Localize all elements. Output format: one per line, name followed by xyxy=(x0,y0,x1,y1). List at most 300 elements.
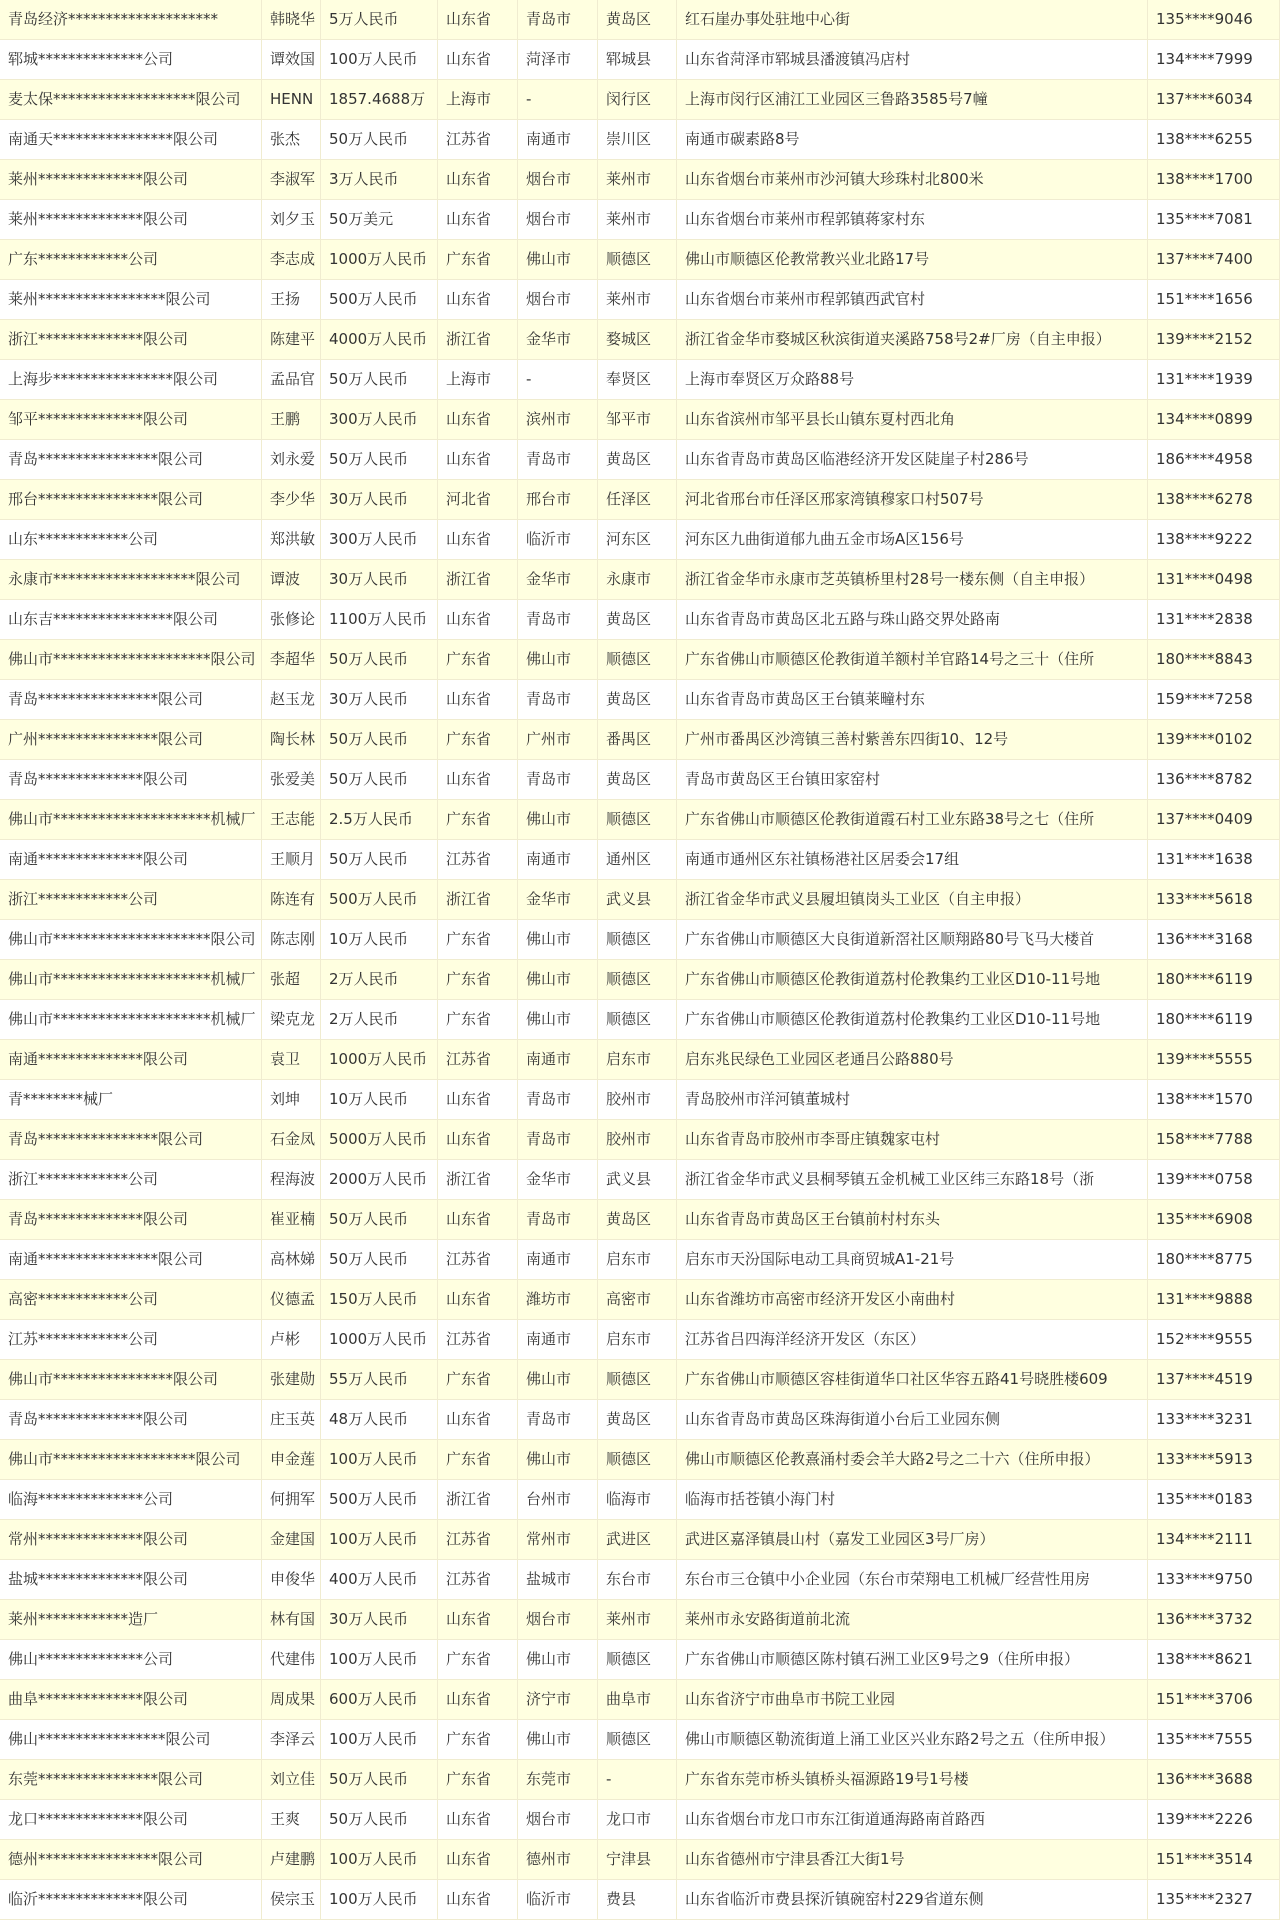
table-row xyxy=(0,1200,1280,1240)
company-name-cell: 青岛****************限公司 xyxy=(0,440,262,480)
phone-cell: 136****3688 xyxy=(1148,1760,1280,1800)
district-cell: 奉贤区 xyxy=(598,360,677,400)
phone-cell: 136****8782 xyxy=(1148,760,1280,800)
table-row xyxy=(0,1080,1280,1120)
address-cell: 启东兆民绿色工业园区老通吕公路880号 xyxy=(677,1040,1148,1080)
province-cell: 山东省 xyxy=(438,1840,518,1880)
city-cell: 邢台市 xyxy=(518,480,598,520)
legal-person-cell: 程海波 xyxy=(262,1160,321,1200)
legal-person-cell: 刘永爱 xyxy=(262,440,321,480)
province-cell: 广东省 xyxy=(438,240,518,280)
city-cell: 青岛市 xyxy=(518,1080,598,1120)
address-cell: 江苏省吕四海洋经济开发区（东区） xyxy=(677,1320,1148,1360)
district-cell: 启东市 xyxy=(598,1240,677,1280)
registered-capital-cell: 2.5万人民币 xyxy=(321,800,438,840)
phone-cell: 158****7788 xyxy=(1148,1120,1280,1160)
province-cell: 山东省 xyxy=(438,0,518,40)
table-row xyxy=(0,1320,1280,1360)
legal-person-cell: 崔亚楠 xyxy=(262,1200,321,1240)
address-cell: 广东省佛山市顺德区陈村镇石洲工业区9号之9（住所申报） xyxy=(677,1640,1148,1680)
address-cell: 广东省佛山市顺德区伦教街道霞石村工业东路38号之七（住所 xyxy=(677,800,1148,840)
table-row xyxy=(0,600,1280,640)
city-cell: 金华市 xyxy=(518,560,598,600)
address-cell: 佛山市顺德区伦教熹涌村委会羊大路2号之二十六（住所申报） xyxy=(677,1440,1148,1480)
table-row xyxy=(0,1640,1280,1680)
company-name-cell: 麦太保*******************限公司 xyxy=(0,80,262,120)
company-name-cell: 佛山市*********************限公司 xyxy=(0,920,262,960)
company-name-cell: 佛山市*********************机械厂 xyxy=(0,800,262,840)
address-cell: 广东省佛山市顺德区容桂街道华口社区华容五路41号晓胜楼609 xyxy=(677,1360,1148,1400)
company-name-cell: 南通**************限公司 xyxy=(0,840,262,880)
registered-capital-cell: 5000万人民币 xyxy=(321,1120,438,1160)
district-cell: 黄岛区 xyxy=(598,1200,677,1240)
phone-cell: 131****2838 xyxy=(1148,600,1280,640)
registered-capital-cell: 500万人民币 xyxy=(321,280,438,320)
table-row xyxy=(0,560,1280,600)
legal-person-cell: 孟品官 xyxy=(262,360,321,400)
province-cell: 上海市 xyxy=(438,360,518,400)
city-cell: 临沂市 xyxy=(518,520,598,560)
province-cell: 山东省 xyxy=(438,160,518,200)
province-cell: 山东省 xyxy=(438,1880,518,1920)
phone-cell: 133****3231 xyxy=(1148,1400,1280,1440)
district-cell: 宁津县 xyxy=(598,1840,677,1880)
address-cell: 浙江省金华市武义县履坦镇岗头工业区（自主申报） xyxy=(677,880,1148,920)
address-cell: 南通市通州区东社镇杨港社区居委会17组 xyxy=(677,840,1148,880)
legal-person-cell: 张爱美 xyxy=(262,760,321,800)
registered-capital-cell: 300万人民币 xyxy=(321,520,438,560)
phone-cell: 180****6119 xyxy=(1148,960,1280,1000)
district-cell: 高密市 xyxy=(598,1280,677,1320)
phone-cell: 151****1656 xyxy=(1148,280,1280,320)
city-cell: 佛山市 xyxy=(518,640,598,680)
district-cell: 顺德区 xyxy=(598,800,677,840)
legal-person-cell: 张建勋 xyxy=(262,1360,321,1400)
province-cell: 山东省 xyxy=(438,40,518,80)
city-cell: 佛山市 xyxy=(518,800,598,840)
registered-capital-cell: 3万人民币 xyxy=(321,160,438,200)
district-cell: 龙口市 xyxy=(598,1800,677,1840)
company-name-cell: 青岛经济******************** xyxy=(0,0,262,40)
address-cell: 上海市奉贤区万众路88号 xyxy=(677,360,1148,400)
address-cell: 广东省佛山市顺德区大良街道新滘社区顺翔路80号飞马大楼首 xyxy=(677,920,1148,960)
province-cell: 广东省 xyxy=(438,1760,518,1800)
district-cell: 通州区 xyxy=(598,840,677,880)
city-cell: 青岛市 xyxy=(518,1400,598,1440)
city-cell: 金华市 xyxy=(518,320,598,360)
phone-cell: 151****3514 xyxy=(1148,1840,1280,1880)
city-cell: 烟台市 xyxy=(518,1800,598,1840)
phone-cell: 139****5555 xyxy=(1148,1040,1280,1080)
company-name-cell: 莱州**************限公司 xyxy=(0,160,262,200)
phone-cell: 136****3168 xyxy=(1148,920,1280,960)
registered-capital-cell: 500万人民币 xyxy=(321,1480,438,1520)
registered-capital-cell: 30万人民币 xyxy=(321,480,438,520)
district-cell: 婺城区 xyxy=(598,320,677,360)
company-name-cell: 南通天****************限公司 xyxy=(0,120,262,160)
table-row xyxy=(0,1240,1280,1280)
city-cell: - xyxy=(518,80,598,120)
city-cell: 佛山市 xyxy=(518,1440,598,1480)
legal-person-cell: 李泽云 xyxy=(262,1720,321,1760)
registered-capital-cell: 600万人民币 xyxy=(321,1680,438,1720)
company-name-cell: 高密************公司 xyxy=(0,1280,262,1320)
province-cell: 山东省 xyxy=(438,440,518,480)
province-cell: 广东省 xyxy=(438,1000,518,1040)
legal-person-cell: 郑洪敏 xyxy=(262,520,321,560)
registered-capital-cell: 50万人民币 xyxy=(321,120,438,160)
city-cell: - xyxy=(518,360,598,400)
legal-person-cell: 高林娣 xyxy=(262,1240,321,1280)
city-cell: 青岛市 xyxy=(518,600,598,640)
district-cell: 胶州市 xyxy=(598,1080,677,1120)
registered-capital-cell: 50万人民币 xyxy=(321,1800,438,1840)
city-cell: 东莞市 xyxy=(518,1760,598,1800)
district-cell: 黄岛区 xyxy=(598,0,677,40)
registered-capital-cell: 2万人民币 xyxy=(321,1000,438,1040)
city-cell: 常州市 xyxy=(518,1520,598,1560)
registered-capital-cell: 1100万人民币 xyxy=(321,600,438,640)
table-row xyxy=(0,1600,1280,1640)
province-cell: 江苏省 xyxy=(438,1040,518,1080)
province-cell: 江苏省 xyxy=(438,840,518,880)
city-cell: 烟台市 xyxy=(518,160,598,200)
company-name-cell: 盐城**************限公司 xyxy=(0,1560,262,1600)
city-cell: 青岛市 xyxy=(518,1120,598,1160)
province-cell: 山东省 xyxy=(438,200,518,240)
district-cell: 武义县 xyxy=(598,880,677,920)
district-cell: 武进区 xyxy=(598,1520,677,1560)
company-name-cell: 佛山*****************限公司 xyxy=(0,1720,262,1760)
phone-cell: 137****0409 xyxy=(1148,800,1280,840)
table-row xyxy=(0,1360,1280,1400)
address-cell: 临海市括苍镇小海门村 xyxy=(677,1480,1148,1520)
province-cell: 山东省 xyxy=(438,400,518,440)
city-cell: 广州市 xyxy=(518,720,598,760)
district-cell: 东台市 xyxy=(598,1560,677,1600)
province-cell: 浙江省 xyxy=(438,320,518,360)
legal-person-cell: 王顺月 xyxy=(262,840,321,880)
registered-capital-cell: 100万人民币 xyxy=(321,1880,438,1920)
company-name-cell: 临海**************公司 xyxy=(0,1480,262,1520)
district-cell: 胶州市 xyxy=(598,1120,677,1160)
phone-cell: 135****7081 xyxy=(1148,200,1280,240)
phone-cell: 138****9222 xyxy=(1148,520,1280,560)
district-cell: 莱州市 xyxy=(598,1600,677,1640)
legal-person-cell: 袁卫 xyxy=(262,1040,321,1080)
address-cell: 山东省菏泽市郓城县潘渡镇冯店村 xyxy=(677,40,1148,80)
province-cell: 广东省 xyxy=(438,1360,518,1400)
company-name-cell: 郓城**************公司 xyxy=(0,40,262,80)
company-name-cell: 浙江************公司 xyxy=(0,1160,262,1200)
district-cell: 顺德区 xyxy=(598,1000,677,1040)
city-cell: 烟台市 xyxy=(518,200,598,240)
address-cell: 山东省青岛市黄岛区北五路与珠山路交界处路南 xyxy=(677,600,1148,640)
table-row xyxy=(0,1440,1280,1480)
address-cell: 青岛市黄岛区王台镇田家窑村 xyxy=(677,760,1148,800)
phone-cell: 133****5913 xyxy=(1148,1440,1280,1480)
phone-cell: 138****1700 xyxy=(1148,160,1280,200)
phone-cell: 135****9046 xyxy=(1148,0,1280,40)
phone-cell: 186****4958 xyxy=(1148,440,1280,480)
table-row xyxy=(0,920,1280,960)
address-cell: 佛山市顺德区勒流街道上涌工业区兴业东路2号之五（住所申报） xyxy=(677,1720,1148,1760)
city-cell: 佛山市 xyxy=(518,1000,598,1040)
legal-person-cell: 庄玉英 xyxy=(262,1400,321,1440)
legal-person-cell: 林有国 xyxy=(262,1600,321,1640)
phone-cell: 131****1939 xyxy=(1148,360,1280,400)
company-name-cell: 莱州************造厂 xyxy=(0,1600,262,1640)
district-cell: 费县 xyxy=(598,1880,677,1920)
registered-capital-cell: 50万人民币 xyxy=(321,840,438,880)
table-row xyxy=(0,520,1280,560)
province-cell: 山东省 xyxy=(438,760,518,800)
table-row xyxy=(0,880,1280,920)
province-cell: 广东省 xyxy=(438,640,518,680)
company-name-cell: 青岛**************限公司 xyxy=(0,1400,262,1440)
company-name-cell: 广州****************限公司 xyxy=(0,720,262,760)
district-cell: 启东市 xyxy=(598,1320,677,1360)
city-cell: 菏泽市 xyxy=(518,40,598,80)
legal-person-cell: 刘夕玉 xyxy=(262,200,321,240)
address-cell: 广东省佛山市顺德区伦教街道荔村伦教集约工业区D10-11号地 xyxy=(677,1000,1148,1040)
phone-cell: 138****1570 xyxy=(1148,1080,1280,1120)
address-cell: 山东省烟台市莱州市沙河镇大珍珠村北800米 xyxy=(677,160,1148,200)
city-cell: 潍坊市 xyxy=(518,1280,598,1320)
legal-person-cell: 何拥军 xyxy=(262,1480,321,1520)
registered-capital-cell: 10万人民币 xyxy=(321,920,438,960)
phone-cell: 131****0498 xyxy=(1148,560,1280,600)
phone-cell: 135****0183 xyxy=(1148,1480,1280,1520)
city-cell: 佛山市 xyxy=(518,960,598,1000)
phone-cell: 133****5618 xyxy=(1148,880,1280,920)
address-cell: 武进区嘉泽镇晨山村（嘉发工业园区3号厂房） xyxy=(677,1520,1148,1560)
registered-capital-cell: 50万人民币 xyxy=(321,720,438,760)
city-cell: 佛山市 xyxy=(518,1640,598,1680)
address-cell: 青岛胶州市洋河镇董城村 xyxy=(677,1080,1148,1120)
address-cell: 山东省青岛市黄岛区王台镇前村村东头 xyxy=(677,1200,1148,1240)
registered-capital-cell: 100万人民币 xyxy=(321,1720,438,1760)
district-cell: - xyxy=(598,1760,677,1800)
table-row xyxy=(0,680,1280,720)
legal-person-cell: 谭效国 xyxy=(262,40,321,80)
table-row xyxy=(0,1160,1280,1200)
city-cell: 佛山市 xyxy=(518,920,598,960)
legal-person-cell: 申金莲 xyxy=(262,1440,321,1480)
legal-person-cell: 李志成 xyxy=(262,240,321,280)
province-cell: 山东省 xyxy=(438,1800,518,1840)
province-cell: 山东省 xyxy=(438,1200,518,1240)
table-row xyxy=(0,160,1280,200)
legal-person-cell: 王爽 xyxy=(262,1800,321,1840)
company-name-cell: 浙江************公司 xyxy=(0,880,262,920)
legal-person-cell: 代建伟 xyxy=(262,1640,321,1680)
city-cell: 德州市 xyxy=(518,1840,598,1880)
legal-person-cell: 谭波 xyxy=(262,560,321,600)
city-cell: 佛山市 xyxy=(518,240,598,280)
phone-cell: 139****0758 xyxy=(1148,1160,1280,1200)
district-cell: 临海市 xyxy=(598,1480,677,1520)
company-name-cell: 佛山市*********************机械厂 xyxy=(0,1000,262,1040)
district-cell: 曲阜市 xyxy=(598,1680,677,1720)
address-cell: 山东省临沂市费县探沂镇碗窑村229省道东侧 xyxy=(677,1880,1148,1920)
district-cell: 莱州市 xyxy=(598,200,677,240)
city-cell: 青岛市 xyxy=(518,1200,598,1240)
phone-cell: 131****9888 xyxy=(1148,1280,1280,1320)
phone-cell: 180****8843 xyxy=(1148,640,1280,680)
table-row xyxy=(0,1400,1280,1440)
table-row xyxy=(0,240,1280,280)
registered-capital-cell: 100万人民币 xyxy=(321,1840,438,1880)
district-cell: 番禺区 xyxy=(598,720,677,760)
city-cell: 南通市 xyxy=(518,1240,598,1280)
registered-capital-cell: 30万人民币 xyxy=(321,680,438,720)
table-row xyxy=(0,360,1280,400)
city-cell: 烟台市 xyxy=(518,1600,598,1640)
province-cell: 山东省 xyxy=(438,1680,518,1720)
phone-cell: 159****7258 xyxy=(1148,680,1280,720)
company-name-cell: 常州**************限公司 xyxy=(0,1520,262,1560)
legal-person-cell: 李少华 xyxy=(262,480,321,520)
legal-person-cell: 周成果 xyxy=(262,1680,321,1720)
company-name-cell: 浙江**************限公司 xyxy=(0,320,262,360)
city-cell: 南通市 xyxy=(518,120,598,160)
table-row xyxy=(0,400,1280,440)
registered-capital-cell: 50万人民币 xyxy=(321,760,438,800)
legal-person-cell: 张修论 xyxy=(262,600,321,640)
province-cell: 广东省 xyxy=(438,1440,518,1480)
address-cell: 广东省东莞市桥头镇桥头福源路19号1号楼 xyxy=(677,1760,1148,1800)
district-cell: 顺德区 xyxy=(598,960,677,1000)
city-cell: 青岛市 xyxy=(518,680,598,720)
city-cell: 济宁市 xyxy=(518,1680,598,1720)
table-row xyxy=(0,640,1280,680)
company-name-cell: 德州****************限公司 xyxy=(0,1840,262,1880)
district-cell: 崇川区 xyxy=(598,120,677,160)
table-row xyxy=(0,800,1280,840)
legal-person-cell: 石金凤 xyxy=(262,1120,321,1160)
table-row xyxy=(0,1840,1280,1880)
city-cell: 佛山市 xyxy=(518,1720,598,1760)
registered-capital-cell: 50万人民币 xyxy=(321,1200,438,1240)
phone-cell: 131****1638 xyxy=(1148,840,1280,880)
phone-cell: 180****8775 xyxy=(1148,1240,1280,1280)
legal-person-cell: 刘立佳 xyxy=(262,1760,321,1800)
registered-capital-cell: 5万人民币 xyxy=(321,0,438,40)
registered-capital-cell: 100万人民币 xyxy=(321,40,438,80)
company-name-cell: 佛山**************公司 xyxy=(0,1640,262,1680)
district-cell: 顺德区 xyxy=(598,1360,677,1400)
province-cell: 浙江省 xyxy=(438,560,518,600)
table-row xyxy=(0,0,1280,40)
address-cell: 南通市碳素路8号 xyxy=(677,120,1148,160)
province-cell: 广东省 xyxy=(438,1640,518,1680)
province-cell: 广东省 xyxy=(438,800,518,840)
district-cell: 邹平市 xyxy=(598,400,677,440)
province-cell: 山东省 xyxy=(438,1600,518,1640)
legal-person-cell: 仪德孟 xyxy=(262,1280,321,1320)
phone-cell: 137****4519 xyxy=(1148,1360,1280,1400)
company-name-cell: 南通**************限公司 xyxy=(0,1040,262,1080)
legal-person-cell: 王扬 xyxy=(262,280,321,320)
registered-capital-cell: 100万人民币 xyxy=(321,1640,438,1680)
province-cell: 广东省 xyxy=(438,920,518,960)
legal-person-cell: 陈建平 xyxy=(262,320,321,360)
city-cell: 南通市 xyxy=(518,1320,598,1360)
table-row xyxy=(0,440,1280,480)
registered-capital-cell: 50万美元 xyxy=(321,200,438,240)
province-cell: 广东省 xyxy=(438,1720,518,1760)
company-name-cell: 青岛**************限公司 xyxy=(0,760,262,800)
registered-capital-cell: 2万人民币 xyxy=(321,960,438,1000)
registered-capital-cell: 30万人民币 xyxy=(321,1600,438,1640)
legal-person-cell: 侯宗玉 xyxy=(262,1880,321,1920)
company-name-cell: 广东************公司 xyxy=(0,240,262,280)
address-cell: 山东省青岛市黄岛区珠海街道小台后工业园东侧 xyxy=(677,1400,1148,1440)
table-row xyxy=(0,720,1280,760)
legal-person-cell: 李超华 xyxy=(262,640,321,680)
table-row xyxy=(0,760,1280,800)
address-cell: 山东省济宁市曲阜市书院工业园 xyxy=(677,1680,1148,1720)
address-cell: 浙江省金华市婺城区秋滨街道夹溪路758号2#厂房（自主申报） xyxy=(677,320,1148,360)
company-name-cell: 南通****************限公司 xyxy=(0,1240,262,1280)
phone-cell: 134****2111 xyxy=(1148,1520,1280,1560)
registered-capital-cell: 100万人民币 xyxy=(321,1520,438,1560)
district-cell: 顺德区 xyxy=(598,640,677,680)
address-cell: 河东区九曲街道郁九曲五金市场A区156号 xyxy=(677,520,1148,560)
address-cell: 莱州市永安路街道前北流 xyxy=(677,1600,1148,1640)
legal-person-cell: 张杰 xyxy=(262,120,321,160)
table-row xyxy=(0,840,1280,880)
registered-capital-cell: 150万人民币 xyxy=(321,1280,438,1320)
address-cell: 山东省潍坊市高密市经济开发区小南曲村 xyxy=(677,1280,1148,1320)
table-row xyxy=(0,480,1280,520)
district-cell: 莱州市 xyxy=(598,160,677,200)
table-row xyxy=(0,960,1280,1000)
address-cell: 启东市天汾国际电动工具商贸城A1-21号 xyxy=(677,1240,1148,1280)
address-cell: 山东省青岛市黄岛区临港经济开发区陡崖子村286号 xyxy=(677,440,1148,480)
company-name-cell: 江苏************公司 xyxy=(0,1320,262,1360)
legal-person-cell: 赵玉龙 xyxy=(262,680,321,720)
province-cell: 浙江省 xyxy=(438,1480,518,1520)
company-name-cell: 青岛****************限公司 xyxy=(0,680,262,720)
registered-capital-cell: 1000万人民币 xyxy=(321,1040,438,1080)
registered-capital-cell: 30万人民币 xyxy=(321,560,438,600)
phone-cell: 137****7400 xyxy=(1148,240,1280,280)
registered-capital-cell: 48万人民币 xyxy=(321,1400,438,1440)
phone-cell: 180****6119 xyxy=(1148,1000,1280,1040)
city-cell: 金华市 xyxy=(518,880,598,920)
phone-cell: 136****3732 xyxy=(1148,1600,1280,1640)
address-cell: 山东省青岛市胶州市李哥庄镇魏家屯村 xyxy=(677,1120,1148,1160)
company-name-cell: 青********械厂 xyxy=(0,1080,262,1120)
legal-person-cell: 金建国 xyxy=(262,1520,321,1560)
company-name-cell: 龙口**************限公司 xyxy=(0,1800,262,1840)
district-cell: 莱州市 xyxy=(598,280,677,320)
table-row xyxy=(0,1760,1280,1800)
province-cell: 山东省 xyxy=(438,1120,518,1160)
city-cell: 南通市 xyxy=(518,840,598,880)
phone-cell: 139****2226 xyxy=(1148,1800,1280,1840)
city-cell: 佛山市 xyxy=(518,1360,598,1400)
registered-capital-cell: 1000万人民币 xyxy=(321,240,438,280)
province-cell: 江苏省 xyxy=(438,1320,518,1360)
legal-person-cell: 梁克龙 xyxy=(262,1000,321,1040)
registered-capital-cell: 10万人民币 xyxy=(321,1080,438,1120)
phone-cell: 138****6278 xyxy=(1148,480,1280,520)
province-cell: 江苏省 xyxy=(438,120,518,160)
district-cell: 永康市 xyxy=(598,560,677,600)
